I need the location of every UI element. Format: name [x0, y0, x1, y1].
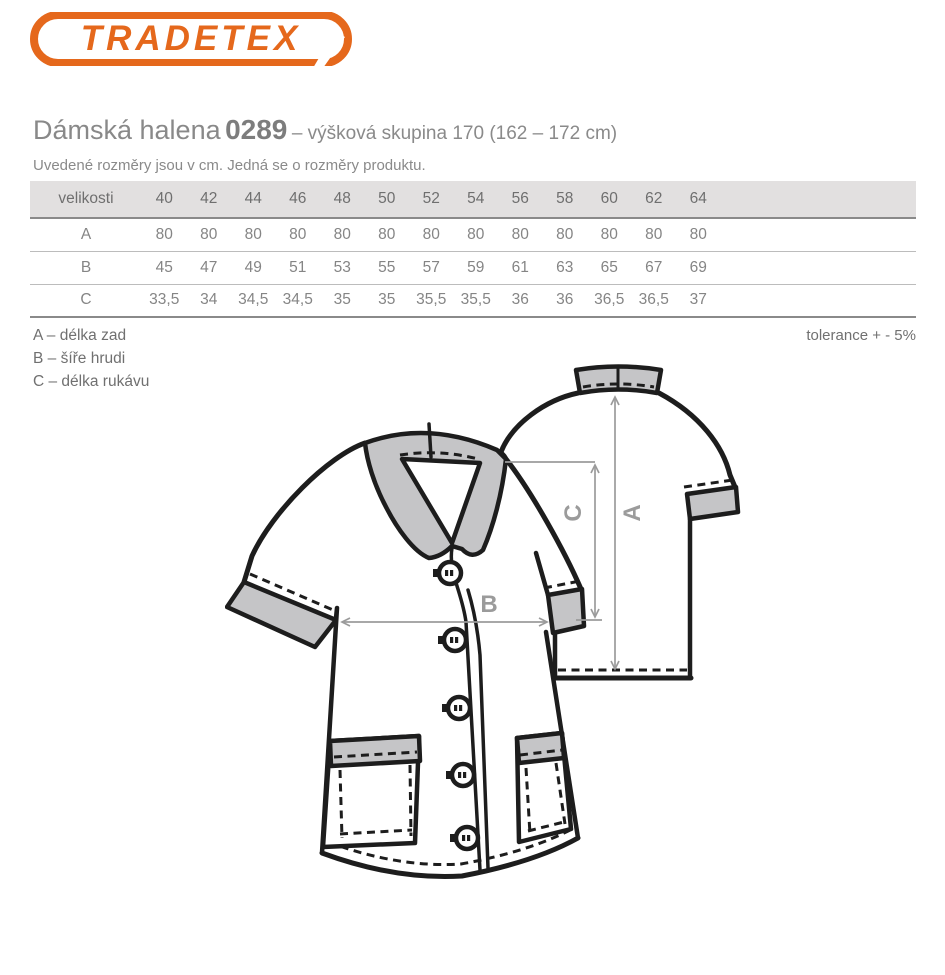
dimension-label-a: A	[619, 504, 646, 522]
blouse-front-view	[227, 424, 584, 877]
size-value: 67	[632, 251, 677, 284]
measure-legend	[33, 327, 149, 396]
row-label: B	[30, 251, 142, 284]
size-value: 36,5	[587, 284, 632, 317]
size-value: 80	[276, 218, 321, 251]
size-value: 35	[320, 284, 365, 317]
size-value: 34,5	[276, 284, 321, 317]
page-title	[33, 114, 617, 146]
size-table	[30, 181, 916, 318]
size-value: 80	[454, 218, 499, 251]
size-column-header: 50	[365, 181, 410, 218]
size-value: 36	[543, 284, 588, 317]
size-value: 35,5	[409, 284, 454, 317]
size-value: 80	[231, 218, 276, 251]
size-value: 53	[320, 251, 365, 284]
size-value: 80	[632, 218, 677, 251]
size-value: 57	[409, 251, 454, 284]
size-column-header: 40	[142, 181, 187, 218]
size-column-header: 54	[454, 181, 499, 218]
size-value: 36,5	[632, 284, 677, 317]
title-suffix: – výšková skupina 170 (162 – 172 cm)	[291, 123, 618, 144]
size-value: 49	[231, 251, 276, 284]
size-table-corner-label: velikosti	[30, 181, 142, 218]
size-value: 34,5	[231, 284, 276, 317]
size-column-header: 58	[543, 181, 588, 218]
technical-drawing	[225, 355, 925, 975]
legend-item-a: A – délka zad	[33, 327, 127, 344]
legend-item-c: C – délka rukávu	[33, 373, 150, 390]
dimension-label-c: C	[560, 504, 587, 522]
size-value: 37	[676, 284, 721, 317]
legend-item-b: B – šíře hrudi	[33, 350, 126, 367]
size-value: 61	[498, 251, 543, 284]
size-value: 36	[498, 284, 543, 317]
size-value: 80	[365, 218, 410, 251]
size-table-row-c	[30, 284, 916, 317]
size-value: 35,5	[454, 284, 499, 317]
size-value: 33,5	[142, 284, 187, 317]
size-column-header: 42	[187, 181, 232, 218]
row-label: C	[30, 284, 142, 317]
product-code: 0289	[225, 114, 288, 145]
tolerance-note: tolerance + - 5%	[806, 327, 916, 344]
dimension-label-b: B	[480, 591, 498, 618]
size-column-header: 62	[632, 181, 677, 218]
header-filler-cell	[721, 181, 917, 218]
size-column-header: 52	[409, 181, 454, 218]
size-value: 47	[187, 251, 232, 284]
size-value: 69	[676, 251, 721, 284]
size-value: 80	[543, 218, 588, 251]
row-label: A	[30, 218, 142, 251]
size-column-header: 46	[276, 181, 321, 218]
size-value: 51	[276, 251, 321, 284]
size-column-header: 48	[320, 181, 365, 218]
size-table-row-b	[30, 251, 916, 284]
tradetex-logo	[30, 12, 352, 66]
size-value: 80	[142, 218, 187, 251]
product-name: Dámská halena	[33, 115, 221, 145]
size-value: 35	[365, 284, 410, 317]
size-value: 63	[543, 251, 588, 284]
size-column-header: 44	[231, 181, 276, 218]
row-filler-cell	[721, 284, 917, 317]
logo-text: TRADETEX	[80, 19, 302, 58]
size-column-header: 60	[587, 181, 632, 218]
size-column-header: 56	[498, 181, 543, 218]
size-value: 65	[587, 251, 632, 284]
subtitle: Uvedené rozměry jsou v cm. Jedná se o rozměry produktu.	[33, 157, 426, 174]
size-value: 80	[187, 218, 232, 251]
size-table-row-a	[30, 218, 916, 251]
size-value: 80	[587, 218, 632, 251]
size-value: 80	[320, 218, 365, 251]
size-column-header: 64	[676, 181, 721, 218]
size-value: 34	[187, 284, 232, 317]
row-filler-cell	[721, 251, 917, 284]
size-value: 45	[142, 251, 187, 284]
size-value: 80	[676, 218, 721, 251]
size-value: 80	[498, 218, 543, 251]
row-filler-cell	[721, 218, 917, 251]
size-value: 55	[365, 251, 410, 284]
size-value: 59	[454, 251, 499, 284]
size-table-header-row	[30, 181, 916, 218]
size-value: 80	[409, 218, 454, 251]
